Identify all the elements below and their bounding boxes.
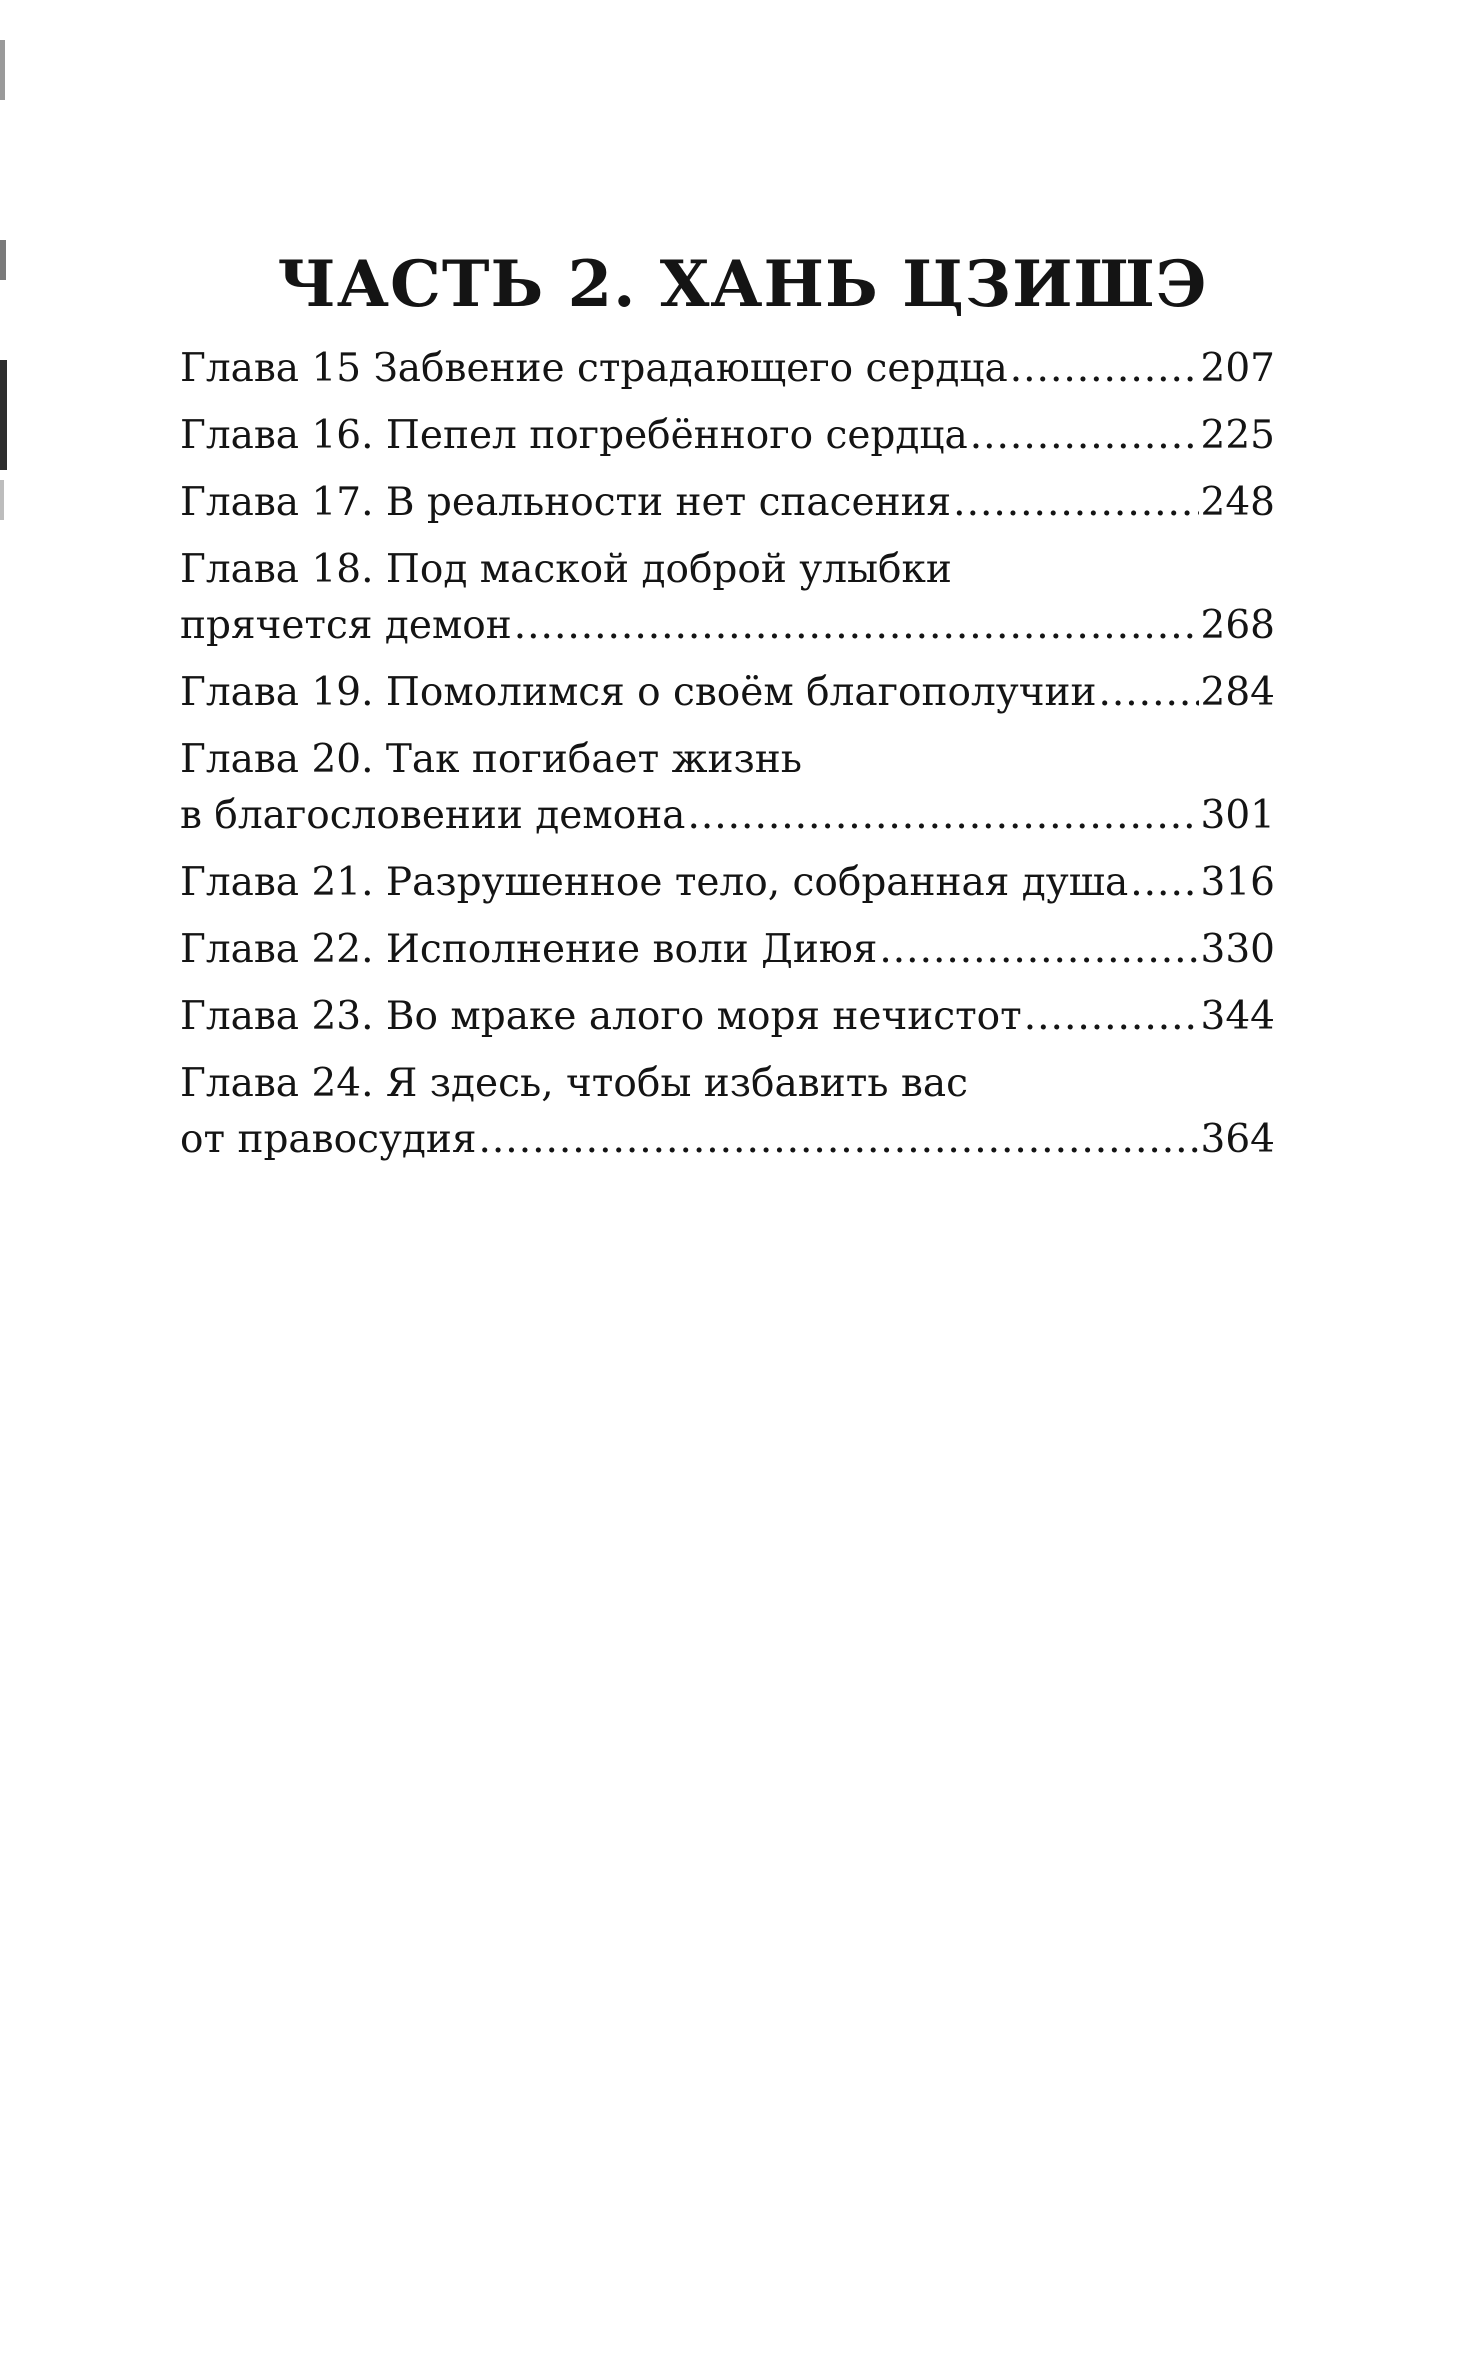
chapter-title-first-line: Глава 18. Под маской доброй улыбки <box>180 547 952 592</box>
chapter-title-continuation: в благословении демона <box>180 793 686 838</box>
table-of-contents <box>180 245 1275 1179</box>
page-edge-mark <box>0 480 4 520</box>
chapter-title: Глава 23. Во мраке алого моря нечистот <box>180 994 1022 1039</box>
toc-line <box>180 475 1275 531</box>
page-number: 301 <box>1200 793 1275 838</box>
page-number: 316 <box>1200 860 1275 905</box>
part-title: ЧАСТЬ 2. ХАНЬ ЦЗИШЭ <box>277 247 1208 322</box>
toc-line <box>180 598 1275 654</box>
toc-line <box>180 341 1275 397</box>
page-number: 344 <box>1200 994 1275 1039</box>
chapter-title-continuation: прячется демон <box>180 603 512 648</box>
toc-line <box>180 788 1275 844</box>
chapter-title-first-line: Глава 24. Я здесь, чтобы избавить вас <box>180 1061 968 1106</box>
chapter-title: Глава 21. Разрушенное тело, собранная душа <box>180 860 1129 905</box>
chapter-title-continuation: от правосудия <box>180 1117 477 1162</box>
page-number: 207 <box>1200 346 1275 391</box>
page-edge-mark <box>0 240 6 280</box>
dot-leader <box>970 408 1199 464</box>
toc-entry[interactable] <box>180 475 1275 531</box>
page-number: 248 <box>1200 480 1275 525</box>
chapter-title: Глава 16. Пепел погребённого сердца <box>180 413 968 458</box>
toc-line <box>180 408 1275 464</box>
toc-line <box>180 1112 1275 1168</box>
page-edge-mark <box>0 360 7 470</box>
dot-leader <box>1024 989 1199 1045</box>
toc-entry[interactable] <box>180 408 1275 464</box>
dot-leader <box>1130 855 1198 911</box>
toc-line <box>180 989 1275 1045</box>
toc-entry[interactable] <box>180 855 1275 911</box>
toc-line <box>180 922 1275 978</box>
dot-leader <box>953 475 1198 531</box>
chapter-title: Глава 15 Забвение страдающего сердца <box>180 346 1008 391</box>
toc-entry[interactable] <box>180 732 1275 844</box>
chapter-title: Глава 22. Исполнение воли Диюя <box>180 927 878 972</box>
dot-leader <box>514 598 1199 654</box>
page-edge-mark <box>0 40 5 100</box>
page-number: 225 <box>1200 413 1275 458</box>
toc-entry[interactable] <box>180 341 1275 397</box>
page-number: 284 <box>1200 670 1275 715</box>
chapter-title: Глава 17. В реальности нет спасения <box>180 480 952 525</box>
toc-entry[interactable] <box>180 989 1275 1045</box>
page-number: 364 <box>1200 1117 1275 1162</box>
dot-leader <box>687 788 1198 844</box>
page-number: 268 <box>1200 603 1275 648</box>
chapter-title: Глава 19. Помолимся о своём благополучии <box>180 670 1097 715</box>
dot-leader <box>1010 341 1199 397</box>
toc-entry[interactable] <box>180 922 1275 978</box>
toc-entry[interactable] <box>180 665 1275 721</box>
dot-leader <box>879 922 1198 978</box>
toc-line <box>180 665 1275 721</box>
page-number: 330 <box>1200 927 1275 972</box>
toc-entry[interactable] <box>180 1056 1275 1168</box>
chapter-title-first-line: Глава 20. Так погибает жизнь <box>180 737 802 782</box>
dot-leader <box>479 1112 1199 1168</box>
dot-leader <box>1098 665 1198 721</box>
toc-line <box>180 855 1275 911</box>
toc-entry[interactable] <box>180 542 1275 654</box>
